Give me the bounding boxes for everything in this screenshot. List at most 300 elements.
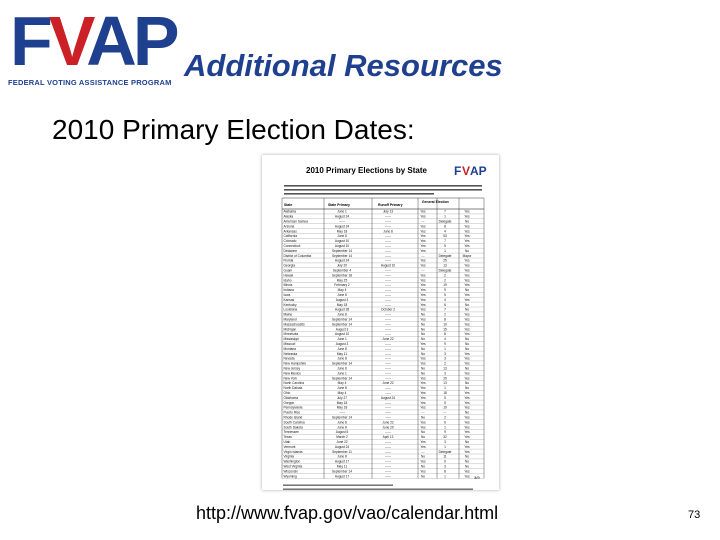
cell-state: Kentucky	[283, 302, 297, 307]
cell-primary: August 28	[334, 307, 350, 312]
cell-state: West Virginia	[283, 464, 303, 469]
cell-senate: Yes	[420, 293, 426, 297]
cell-state-office: No	[464, 386, 470, 391]
table-row	[282, 352, 484, 356]
cell-runoff: ------	[384, 415, 392, 420]
cell-rep: 6	[444, 302, 446, 307]
cell-senate: Yes	[420, 420, 426, 425]
cell-primary: May 18	[336, 229, 348, 234]
cell-state: Minnesota	[283, 332, 299, 337]
cell-primary: August 17	[334, 474, 350, 479]
cell-state-office: No	[464, 346, 470, 351]
cell-runoff: ------	[384, 253, 392, 258]
cell-state: Indiana	[283, 288, 294, 293]
cell-primary: August 24	[334, 214, 350, 219]
cell-runoff: ------	[384, 234, 392, 239]
cell-rep: Delegate	[438, 219, 452, 224]
cell-rep: 3	[444, 351, 446, 356]
cell-rep: 18	[443, 391, 447, 395]
table-row	[282, 342, 484, 346]
cell-senate: Yes	[420, 459, 426, 464]
document-title: 2010 Primary Elections by State	[306, 166, 427, 175]
cell-runoff: ------	[384, 332, 392, 337]
cell-state: Rhode Island	[283, 415, 303, 420]
cell-runoff: ------	[384, 293, 392, 297]
table-row	[282, 450, 484, 454]
cell-senate: Yes	[420, 234, 426, 239]
elections-table	[282, 198, 484, 479]
document-footnotes	[283, 485, 473, 490]
cell-state: Montana	[283, 346, 296, 351]
cell-state: Hawaii	[283, 273, 294, 278]
cell-state: South Dakota	[283, 425, 303, 430]
cell-state-office: No	[464, 307, 470, 312]
table-row	[282, 249, 484, 253]
cell-state: Puerto Rico	[283, 410, 301, 415]
cell-senate: ---	[421, 268, 425, 273]
cell-runoff: ------	[384, 400, 392, 405]
document-intro-text	[284, 185, 482, 195]
cell-primary: August 24	[334, 258, 350, 263]
slide-title: Additional Resources	[184, 48, 503, 83]
cell-state: Wisconsin	[283, 469, 299, 474]
cell-senate: Yes	[420, 278, 426, 283]
cell-primary: August 3	[335, 297, 349, 302]
table-row	[282, 474, 484, 478]
cell-state-office: No	[464, 342, 470, 346]
cell-runoff: June 22	[382, 337, 394, 342]
table-row	[282, 234, 484, 238]
cell-rep: 5	[444, 293, 446, 297]
cell-state-office: Yes	[464, 415, 470, 420]
cell-rep: 1	[444, 214, 446, 219]
header-runoff: Runoff Primary	[378, 203, 403, 207]
cell-state-office: No	[464, 219, 470, 224]
logo-letters-ap: AP	[86, 2, 176, 80]
cell-primary: June 22	[336, 440, 348, 444]
table-row	[282, 337, 484, 341]
cell-primary: September 18	[331, 273, 353, 278]
cell-primary: September 14	[331, 253, 353, 258]
cell-state-office: Yes	[464, 425, 470, 430]
cell-state-office: No	[464, 337, 470, 342]
cell-rep: 32	[443, 435, 447, 440]
cell-primary: September 14	[331, 415, 353, 420]
cell-state-office: Yes	[464, 209, 470, 214]
table-row	[282, 396, 484, 400]
cell-rep: 9	[444, 288, 446, 293]
cell-primary: May 11	[336, 464, 348, 469]
cell-rep: 7	[444, 307, 446, 312]
cell-state-office: Yes	[464, 268, 470, 273]
cell-state: Wyoming	[283, 474, 297, 479]
cell-primary: June 8	[337, 420, 347, 425]
cell-rep: 29	[443, 376, 447, 381]
cell-rep: 4	[444, 229, 446, 234]
cell-senate: Yes	[420, 469, 426, 474]
cell-rep: Delegate	[438, 253, 452, 258]
cell-senate: Yes	[420, 444, 426, 449]
cell-rep: 13	[443, 381, 447, 386]
cell-rep: 7	[444, 209, 446, 214]
cell-senate: Yes	[420, 244, 426, 248]
cell-runoff: ------	[384, 288, 392, 293]
cell-state: Illinois	[283, 283, 293, 288]
cell-senate: Yes	[420, 361, 426, 366]
header-general: General Election	[422, 200, 449, 204]
cell-state: Florida	[283, 258, 294, 263]
cell-rep: 9	[444, 430, 446, 435]
cell-state: Ohio	[283, 391, 291, 395]
cell-senate: No	[420, 415, 426, 420]
cell-primary: September 4	[332, 268, 352, 273]
cell-state-office: Yes	[464, 420, 470, 425]
intro-line	[284, 189, 482, 191]
cell-state-office: Yes	[464, 474, 470, 479]
cell-primary: ------	[338, 410, 346, 415]
cell-rep: 5	[444, 395, 446, 400]
cell-senate: Yes	[420, 248, 426, 253]
cell-state: Maine	[283, 312, 293, 317]
cell-senate: Yes	[420, 386, 426, 391]
cell-runoff: ------	[384, 366, 392, 371]
cell-senate: Yes	[420, 224, 426, 229]
cell-state-office: Yes	[464, 312, 470, 317]
cell-senate: No	[420, 454, 426, 459]
document-fvap-logo	[454, 164, 487, 178]
table-row	[282, 371, 484, 375]
cell-runoff: August 10	[380, 263, 396, 268]
cell-state: Vermont	[283, 444, 296, 449]
cell-senate: No	[420, 337, 426, 342]
table-row	[282, 445, 484, 449]
cell-state-office: Yes	[464, 449, 470, 454]
cell-senate: Yes	[420, 229, 426, 234]
cell-runoff: ------	[384, 410, 392, 415]
cell-senate: No	[420, 312, 426, 317]
cell-state: Arkansas	[283, 229, 297, 234]
table-row	[282, 386, 484, 390]
cell-state: Michigan	[283, 327, 297, 332]
cell-primary: September 14	[331, 317, 353, 322]
cell-primary: June 1	[337, 337, 347, 342]
cell-rep: 9	[444, 459, 446, 464]
cell-runoff: ------	[384, 302, 392, 307]
cell-rep: ---	[443, 410, 447, 415]
footnote-line	[283, 489, 473, 490]
cell-rep: 1	[444, 444, 446, 449]
cell-runoff: ------	[384, 297, 392, 302]
cell-state: District of Columbia	[283, 253, 312, 258]
table-row	[282, 460, 484, 464]
cell-senate: ---	[421, 253, 425, 258]
cell-primary: May 4	[337, 288, 347, 293]
cell-state: Pennsylvania	[283, 405, 303, 410]
cell-runoff: ------	[384, 454, 392, 459]
cell-runoff: ------	[384, 386, 392, 391]
cell-state: Mississippi	[283, 337, 299, 342]
cell-primary: July 20	[336, 263, 348, 268]
table-row	[282, 469, 484, 473]
cell-runoff: ------	[384, 258, 392, 263]
fvap-logo	[6, 2, 176, 90]
table-row	[282, 332, 484, 336]
table-row	[282, 455, 484, 459]
cell-senate: Yes	[420, 317, 426, 322]
cell-rep: 5	[444, 400, 446, 405]
table-row	[282, 215, 484, 219]
cell-rep: 3	[444, 356, 446, 361]
cell-rep: 13	[443, 263, 447, 268]
cell-state: Connecticut	[283, 244, 301, 248]
cell-state-office: No	[464, 302, 470, 307]
cell-senate: No	[420, 322, 426, 327]
cell-primary: September 11	[332, 449, 352, 454]
table-row	[282, 220, 484, 224]
cell-state: Tennessee	[283, 430, 299, 435]
cell-rep: 1	[444, 346, 446, 351]
cell-state: Oklahoma	[283, 395, 299, 400]
slide-page-number: 73	[688, 509, 701, 521]
cell-senate: Yes	[420, 307, 426, 312]
cell-rep: 19	[443, 405, 447, 410]
cell-runoff: ------	[384, 312, 392, 317]
cell-senate: Yes	[420, 400, 426, 405]
cell-runoff: ------	[384, 268, 392, 273]
cell-rep: Delegate	[438, 449, 452, 454]
cell-state-office: Yes	[464, 469, 470, 474]
cell-primary: August 24	[334, 444, 350, 449]
cell-runoff: ------	[384, 224, 392, 229]
cell-runoff: ------	[384, 342, 392, 346]
table-row	[282, 269, 484, 273]
cell-runoff: August 24	[380, 395, 396, 400]
cell-senate: Yes	[420, 214, 426, 219]
cell-senate: Yes	[420, 440, 426, 444]
cell-runoff: ------	[384, 361, 392, 366]
cell-primary: June 8	[337, 425, 347, 430]
logo-letter-f: F	[10, 2, 49, 80]
cell-state: New Jersey	[283, 366, 301, 371]
cell-primary: March 2	[336, 435, 348, 440]
cell-senate: No	[420, 332, 426, 337]
header-state: State	[284, 203, 293, 207]
cell-state-office: Yes	[464, 322, 470, 327]
table-row	[282, 411, 484, 415]
cell-senate: Yes	[420, 391, 426, 395]
cell-runoff: April 13	[382, 435, 394, 440]
cell-state-office: No	[464, 248, 470, 253]
cell-rep: 9	[444, 342, 446, 346]
cell-primary: ------	[338, 219, 346, 224]
cell-rep: 3	[444, 464, 446, 469]
cell-state: Washington	[283, 459, 301, 464]
cell-state-office: Yes	[464, 258, 470, 263]
cell-state: Arizona	[283, 224, 295, 229]
table-row	[282, 425, 484, 429]
table-row	[282, 347, 484, 351]
cell-senate: No	[420, 430, 426, 435]
cell-runoff: ------	[384, 440, 392, 444]
cell-state-office: Yes	[464, 239, 470, 244]
cell-runoff: ------	[384, 351, 392, 356]
cell-state: Utah	[283, 440, 291, 444]
cell-rep: 2	[444, 415, 446, 420]
document-logo-v: V	[462, 164, 471, 178]
cell-primary: May 18	[336, 400, 348, 405]
cell-rep: 8	[444, 224, 446, 229]
cell-state-office: Yes	[464, 405, 470, 410]
cell-state: Virgin Islands	[283, 449, 303, 454]
footnote-line	[283, 485, 393, 486]
cell-senate: Yes	[420, 239, 426, 244]
cell-runoff: ------	[384, 405, 392, 410]
table-row	[282, 327, 484, 331]
calendar-url[interactable]: http://www.fvap.gov/vao/calendar.html	[196, 503, 499, 523]
cell-state-office: Yes	[464, 356, 470, 361]
cell-rep: 13	[443, 366, 447, 371]
cell-runoff: ------	[384, 248, 392, 253]
intro-line	[284, 193, 434, 195]
table-row	[282, 259, 484, 263]
cell-runoff: ------	[384, 327, 392, 332]
cell-state: Colorado	[283, 239, 297, 244]
cell-primary: May 18	[336, 302, 348, 307]
cell-runoff: ------	[384, 449, 392, 454]
cell-primary: August 3	[335, 342, 349, 346]
cell-primary: September 14	[331, 376, 353, 381]
cell-runoff: ------	[384, 444, 392, 449]
table-row	[282, 229, 484, 233]
cell-primary: August 17	[334, 459, 350, 464]
cell-primary: June 8	[337, 454, 347, 459]
cell-state-office: Yes	[464, 351, 470, 356]
cell-state-office: Yes	[464, 395, 470, 400]
cell-rep: 8	[444, 469, 446, 474]
cell-rep: 5	[444, 244, 446, 248]
cell-senate: Yes	[420, 405, 426, 410]
cell-state-office: Yes	[464, 391, 470, 395]
table-row	[282, 273, 484, 277]
cell-senate: Yes	[420, 297, 426, 302]
cell-runoff: ------	[384, 376, 392, 381]
cell-state: Iowa	[283, 293, 291, 297]
cell-state: Guam	[283, 268, 293, 273]
document-logo-f: F	[454, 164, 462, 178]
cell-state-office: Yes	[464, 400, 470, 405]
cell-state-office: No	[464, 454, 470, 459]
cell-primary: February 2	[334, 283, 350, 288]
cell-runoff: ------	[384, 356, 392, 361]
cell-state-office: No	[464, 381, 470, 386]
cell-rep: Delegate	[438, 268, 452, 273]
cell-senate: No	[420, 366, 426, 371]
cell-rep: 1	[444, 248, 446, 253]
cell-rep: 7	[444, 239, 446, 244]
cell-state-office: Yes	[464, 244, 470, 248]
table-row	[282, 308, 484, 312]
cell-state-office: Yes	[464, 293, 470, 297]
cell-primary: September 14	[331, 361, 353, 366]
cell-primary: May 4	[337, 391, 347, 395]
cell-state-office: Yes	[464, 278, 470, 283]
cell-state-office: Yes	[464, 444, 470, 449]
slide-subtitle: 2010 Primary Election Dates:	[52, 114, 415, 145]
cell-primary: June 1	[337, 209, 347, 214]
cell-state-office: No	[464, 459, 470, 464]
cell-state-office: Yes	[464, 430, 470, 435]
document-logo-ap: AP	[470, 164, 487, 178]
cell-primary: September 14	[331, 248, 353, 253]
cell-runoff: ------	[384, 219, 392, 224]
table-row	[282, 303, 484, 307]
table-row	[282, 391, 484, 395]
cell-state: Oregon	[283, 400, 295, 405]
cell-state-office: Yes	[464, 371, 470, 376]
fvap-logo-mark	[10, 2, 176, 80]
cell-runoff: ------	[384, 283, 392, 288]
table-row	[282, 416, 484, 420]
cell-rep: 8	[444, 317, 446, 322]
cell-state-office: Yes	[464, 214, 470, 219]
cell-senate: ---	[421, 219, 425, 224]
cell-runoff: ------	[384, 239, 392, 244]
cell-state: Louisiana	[283, 307, 298, 312]
table-row	[282, 322, 484, 326]
table-row	[282, 283, 484, 287]
cell-runoff: ------	[384, 322, 392, 327]
cell-state: Idaho	[283, 278, 292, 283]
cell-runoff: ------	[384, 244, 392, 248]
cell-rep: 1	[444, 386, 446, 391]
cell-runoff: ------	[384, 430, 392, 435]
cell-senate: Yes	[420, 302, 426, 307]
cell-state-office: Yes	[464, 283, 470, 288]
intro-line	[284, 185, 482, 187]
cell-senate: Yes	[420, 288, 426, 293]
cell-primary: July 27	[336, 395, 348, 400]
cell-primary: May 11	[336, 351, 348, 356]
table-row	[282, 401, 484, 405]
table-row	[282, 367, 484, 371]
cell-senate: ---	[421, 449, 425, 454]
cell-rep: 53	[443, 234, 447, 239]
cell-state-office: Yes	[464, 317, 470, 322]
cell-state-office: Yes	[464, 263, 470, 268]
cell-primary: May 25	[336, 278, 348, 283]
cell-state: Georgia	[283, 263, 295, 268]
primary-elections-document	[262, 155, 499, 490]
cell-state-office: No	[464, 366, 470, 371]
cell-senate: Yes	[420, 263, 426, 268]
cell-primary: August 5	[335, 430, 349, 435]
cell-state-office: Yes	[464, 327, 470, 332]
cell-state-office: Yes	[464, 234, 470, 239]
cell-rep: 2	[444, 273, 446, 278]
cell-senate: Yes	[420, 273, 426, 278]
header-primary: State Primary	[328, 203, 350, 207]
cell-runoff: ------	[384, 464, 392, 469]
cell-primary: August 24	[334, 224, 350, 229]
cell-state: Kansas	[283, 297, 295, 302]
cell-senate: No	[420, 351, 426, 356]
cell-state-office: Yes	[464, 229, 470, 234]
cell-senate: Yes	[420, 425, 426, 430]
cell-state-office: No	[464, 288, 470, 293]
table-row	[282, 357, 484, 361]
cell-state: New York	[283, 376, 297, 381]
table-row	[282, 430, 484, 434]
